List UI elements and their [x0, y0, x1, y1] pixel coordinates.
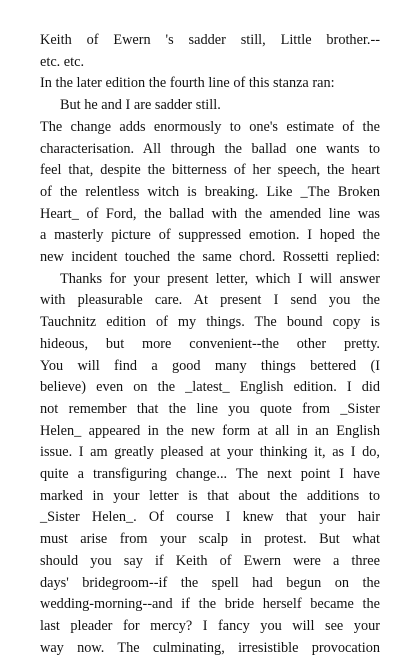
text-line: way now. The culminating, irresistible provocation	[40, 639, 380, 656]
text-line: should you say if Keith of Ewern were a three	[40, 552, 380, 569]
text-line: Tauchnitz edition of my things. The bound copy is	[40, 314, 380, 331]
text-line: You will find a good many things bettered (I	[40, 357, 380, 374]
text-line: must arise from your scalp in protest. But what	[40, 531, 380, 548]
text-line: quite a transfiguring change... The next point I have	[40, 466, 380, 482]
text-line: The change adds enormously to one's estimate of the	[40, 118, 380, 135]
text-line: In the later edition the fourth line of this stanza ran:	[40, 75, 335, 92]
text-line: Keith of Ewern 's sadder still, Little brother.--	[40, 32, 380, 48]
text-line: But he and I are sadder still.	[60, 97, 221, 114]
text-line: etc. etc.	[40, 53, 85, 70]
text-line: days' bridegroom--if the spell had begun on the	[40, 574, 380, 591]
text-line: wedding-morning--and if the bride herself became the	[40, 596, 380, 613]
text-line: hideous, but more convenient--the other pretty.	[40, 335, 380, 352]
text-line: Thanks for your present letter, which I will answer	[60, 270, 380, 287]
text-line: of the relentless witch is breaking. Like _The Broken	[40, 183, 380, 200]
text-line: characterisation. All through the ballad one wants to	[40, 140, 380, 157]
text-line: a masterly picture of suppressed emotion. I hoped the	[40, 227, 380, 244]
text-line: feel that, despite the bitterness of her speech, the heart	[40, 162, 380, 179]
text-line: last pleader for mercy? I fancy you will see your	[40, 617, 380, 634]
text-line: marked in your letter is that about the additions to	[40, 487, 380, 504]
text-line: with pleasurable care. At present I send you the	[40, 292, 380, 309]
text-line: Helen_ appeared in the new form at all in an English	[40, 422, 380, 439]
text-line: issue. I am greatly pleased at your thinking it, as I do,	[40, 444, 380, 461]
text-line: believe) even on the _latest_ English edition. I did	[40, 379, 380, 396]
text-line: Heart_ of Ford, the ballad with the amended line was	[40, 205, 380, 222]
text-line: _Sister Helen_. Of course I knew that your hair	[40, 509, 380, 526]
text-line: not remember that the line you quote from _Sister	[40, 400, 380, 417]
text-line: new incident touched the same chord. Rossetti replied:	[40, 249, 380, 265]
